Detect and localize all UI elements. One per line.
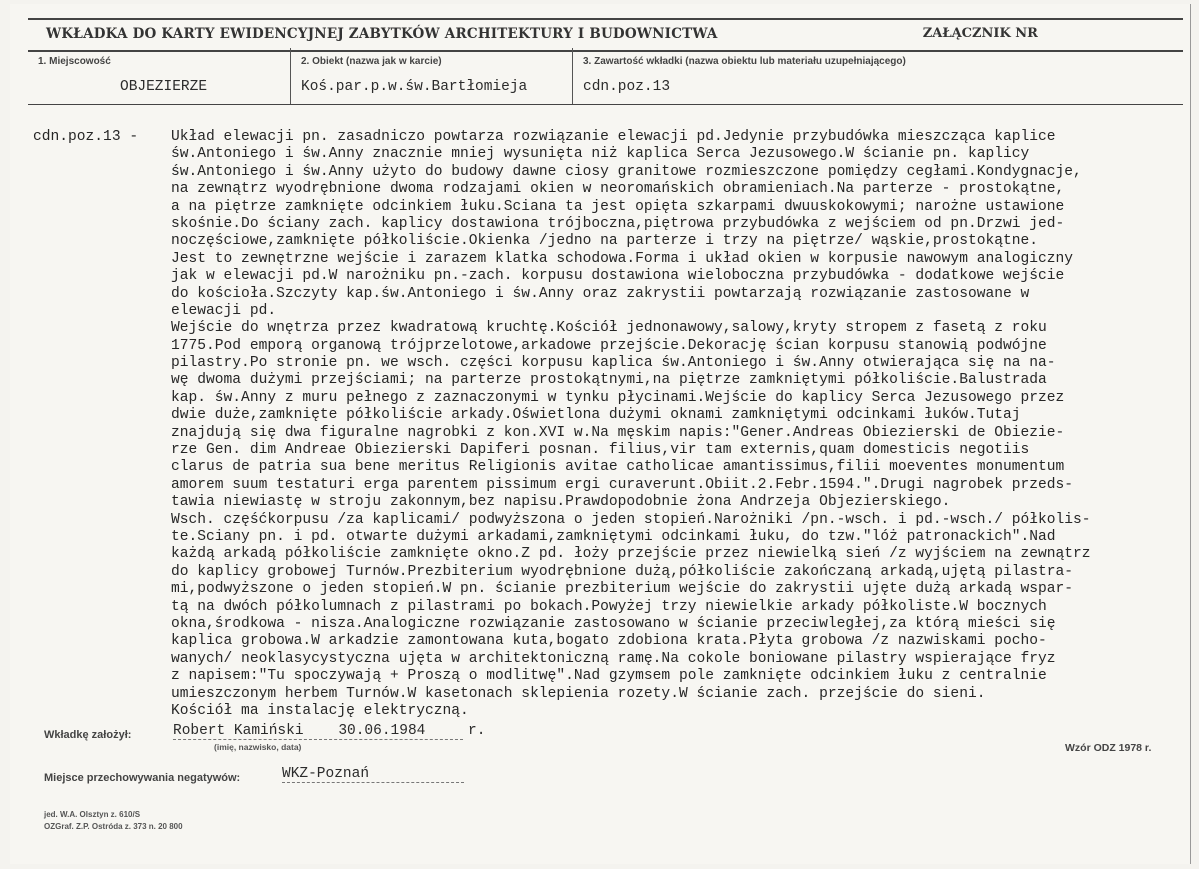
negatives-value: WKZ-Poznań (282, 766, 464, 783)
text-line: elewacji pd. (171, 302, 277, 319)
locality-label: 1. Miejscowość (38, 56, 111, 67)
print-info-2: OZGraf. Z.P. Ostróda z. 373 n. 20 800 (44, 822, 183, 831)
signed-value: Robert Kamiński 30.06.1984 (173, 723, 463, 740)
object-value: Koś.par.p.w.św.Bartłomieja (301, 79, 528, 95)
text-line: znajdują się dwa figuralne nagrobki z kon.XVI w.Na męskim napis:"Gener.Andreas Obiezierski de Obiezie- (171, 424, 1065, 441)
text-line: wę dwoma dużymi przejściami; na parterze prostokątnymi,na piętrze zamkniętymi półkoliście.Balustrada (171, 372, 1047, 389)
text-line: umieszczonym herbem Turnów.W kasetonach sklepienia rozety.W ścianie zach. przejście do sieni. (171, 685, 986, 702)
text-line: pilastry.Po stronie pn. we wsch. części korpusu kaplica św.Antoniego i św.Anny otwierająca się na na- (171, 355, 1056, 372)
text-line: Układ elewacji pn. zasadniczo powtarza rozwiązanie elewacji pd.Jedynie przybudówka mieszcząca kaplice (171, 129, 1056, 145)
negatives-label: Miejsce przechowywania negatywów: (44, 772, 241, 784)
form-title: WKŁADKA DO KARTY EWIDENCYJNEJ ZABYTKÓW ARCHITEKTURY I BUDOWNICTWA (46, 26, 718, 42)
locality-field (28, 48, 290, 104)
print-info-1: jed. W.A. Olsztyn z. 610/S (44, 810, 141, 819)
text-line: te.Sciany pn. i pd. otwarte dużymi arkadami,zamkniętymi odcinkami łuku, do tzw."lóż patronackich".Nad (171, 528, 1056, 545)
text-line: do kaplicy grobowej Turnów.Prezbiterium wyodrębnione dużą,półkoliście zakończaną arkadą,ujętą pilastra- (171, 563, 1074, 580)
text-line: wanych/ neoklasycystyczna ujęta w architektoniczną ramę.Na cokole boniowane pilastry wspierające fryz (171, 650, 1056, 667)
text-line: każdą arkadą półkoliście zamknięte okno.Z pd. łoży przejście przez niewielką sień /z wyjściem na zewnątrz (171, 546, 1091, 563)
object-label: 2. Obiekt (nazwa jak w karcie) (301, 56, 442, 67)
text-line: św.Antoniego i św.Anny użyto do budowy dawne ciosy granitowe rozmieszczone pomiędzy cegłami.Kondygnacje, (171, 163, 1082, 180)
text-line: św.Antoniego i św.Anny znacznie mniej wysunięta niż kaplica Serca Jezusowego.W ścianie pn. kaplicy (171, 146, 1030, 163)
text-line: 1775.Pod emporą organową trójprzelotowe,arkadowe przejście.Dekorację ścian korpusu stanowią podwójne (171, 337, 1047, 354)
text-line: Wejście do wnętrza przez kwadratową kruchtę.Kościół jednonawowy,salowy,kryty stropem z fasetą z roku (171, 320, 1047, 337)
header-fields (28, 48, 1183, 105)
form-template: Wzór ODZ 1978 r. (1065, 742, 1152, 754)
position-reference: cdn.poz.13 - (33, 129, 139, 145)
text-line: tą na dwóch półkolumnach z pilastrami po bokach.Powyżej trzy niewielkie arkady półkoliste.W bocznych (171, 598, 1047, 615)
text-line: jak w elewacji pd.W narożniku pn.-zach. korpusu dostawiona wieloboczna przybudówka - dodatkowe wejście (171, 268, 1065, 285)
text-line: Jest to zewnętrzne wejście i zarazem klatka schodowa.Forma i układ okien w korpusie nawowym analogiczny (171, 250, 1074, 267)
header-bar (28, 18, 1183, 52)
content-field (572, 48, 1184, 104)
text-line: okna,środkowa - nisza.Analogiczne rozwiązanie zastosowano w ścianie przeciwległej,za którą mieści się (171, 615, 1056, 632)
annex-number: ZAŁĄCZNIK NR (922, 26, 1038, 41)
text-line: dwie duże,zamknięte półkoliście arkady.Oświetlona dużymi oknami zamkniętymi odcinkami łuków.Tutaj (171, 407, 1021, 424)
text-line: noczęściowe,zamknięte półkoliście.Okienka /jedno na parterze i trzy na piętrze/ wąskie,prostokątne. (171, 233, 1039, 250)
text-line: kap. św.Anny z muru pełnego z zaznaczonymi w tynku płycinami.Wejście do kaplicy Serca Jezusowego przez (171, 389, 1065, 406)
locality-value: OBJEZIERZE (120, 79, 208, 95)
text-line: mi,podwyższone o jeden stopień.W pn. ścianie prezbiterium wejście do zakrystii ujęte dużą arkadą wspar- (171, 581, 1074, 598)
text-line: a na piętrze zamknięte odcinkiem łuku.Sciana ta jest opięta szkarpami dwuuskokowymi; narożne ustawione (171, 198, 1065, 215)
text-line: Wsch. częśćkorpusu /za kaplicami/ podwyższona o jeden stopień.Narożniki /pn.-wsch. i pd.-wsch./ półkolis- (171, 511, 1091, 528)
text-line: rze Gen. dim Andreae Obiezierski Dapiferi posnan. filius,vir tam externis,quam domesticis negotiis (171, 442, 1030, 459)
content-label: 3. Zawartość wkładki (nazwa obiektu lub materiału uzupełniającego) (583, 56, 906, 67)
signed-suffix: r. (468, 723, 486, 739)
text-line: na zewnątrz wyodrębnione dwoma rodzajami okien w neoromańskich obramieniach.Na parterze - prostokątne, (171, 181, 1065, 198)
description-text (171, 129, 1091, 720)
signed-hint: (imię, nazwisko, data) (214, 742, 302, 752)
text-line: z napisem:"Tu spoczywają + Proszą o modlitwę".Nad gzymsem pole zamknięte odcinkiem łuku z centralnie (171, 668, 1047, 685)
text-line: Kościół ma instalację elektryczną. (171, 702, 469, 719)
text-line: clarus de patria sua bene meritus Religionis avitae catholicae amantissimus,filii moeventes monumentum (171, 459, 1065, 476)
text-line: kaplica grobowa.W arkadzie zamontowana kuta,bogato zdobiona krata.Płyta grobowa /z nazwiskami pocho- (171, 633, 1047, 650)
text-line: amorem suum testaturi erga parentem pissimum ergi curaverunt.Obiit.2.Febr.1594.".Drugi nagrobek przeds- (171, 476, 1074, 493)
signed-label: Wkładkę założył: (44, 729, 132, 741)
object-field (290, 48, 573, 104)
content-value: cdn.poz.13 (583, 79, 671, 95)
text-line: skośnie.Do ściany zach. kaplicy dostawiona trójboczna,piętrowa przybudówka z wejściem od pn.Drzwi jed- (171, 215, 1065, 232)
text-line: do kościoła.Szczyty kap.św.Antoniego i św.Anny oraz zakrystii powtarzają rozwiązanie zastosowane w (171, 285, 1030, 302)
text-line: tawia niewiastę w stroju zakonnym,bez napisu.Prawdopodobnie żona Andrzeja Objezierskiego. (171, 494, 951, 511)
